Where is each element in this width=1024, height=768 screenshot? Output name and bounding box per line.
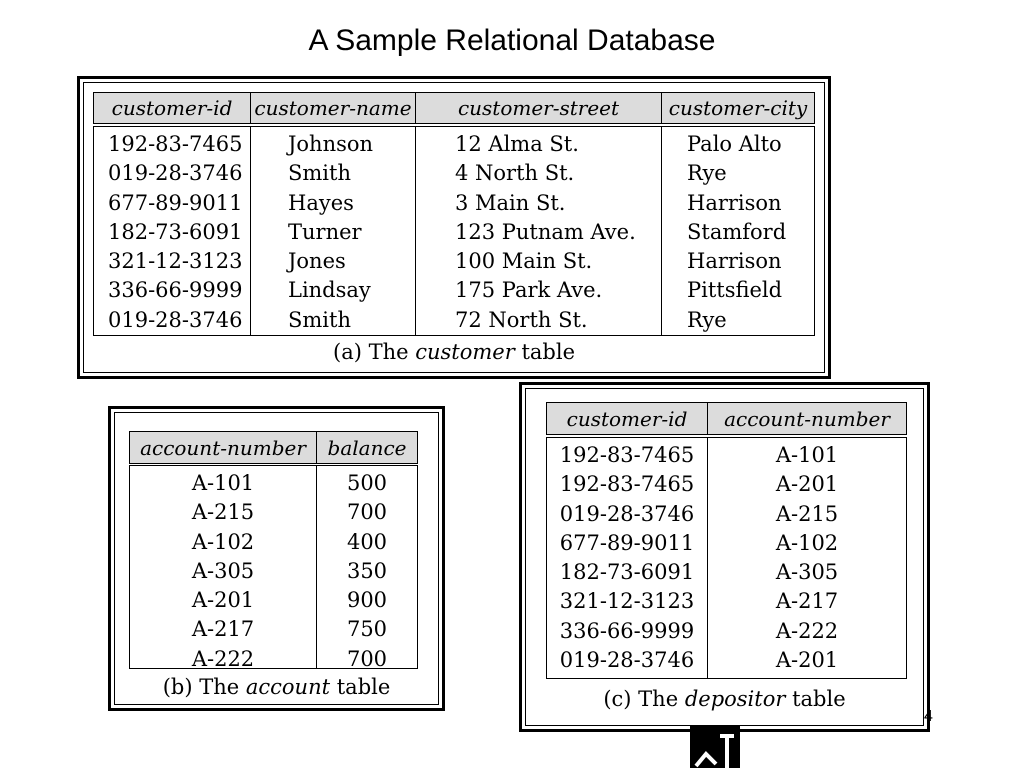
table-cell: A-222 <box>775 618 839 643</box>
table-cell: 336-66-9999 <box>559 618 695 643</box>
table-cell: 900 <box>346 588 388 613</box>
table-cell: 019-28-3746 <box>108 161 243 186</box>
header-customer-id: customer-id <box>94 93 251 123</box>
customer-table-header <box>93 92 815 124</box>
table-cell: A-215 <box>191 500 255 525</box>
account-table-body <box>129 465 418 669</box>
table-cell: Smith <box>288 161 351 186</box>
slide-title: A Sample Relational Database <box>308 24 716 57</box>
account-number-column <box>130 466 317 671</box>
table-cell: 192-83-7465 <box>559 443 695 467</box>
table-cell: Rye <box>687 307 727 332</box>
header-customer-street: customer-street <box>416 93 662 123</box>
table-cell: 4 North St. <box>455 161 575 186</box>
table-cell: Lindsay <box>288 278 371 303</box>
table-cell: 019-28-3746 <box>559 501 695 526</box>
table-cell: 019-28-3746 <box>559 648 695 673</box>
header-account-number: account-number <box>130 432 317 463</box>
header-customer-city: customer-city <box>668 96 808 120</box>
table-cell: Harrison <box>687 190 782 215</box>
table-cell: 700 <box>346 500 388 525</box>
table-cell: A-222 <box>191 646 255 671</box>
table-cell: A-201 <box>775 648 839 673</box>
customer-table-body <box>93 126 815 336</box>
account-table-frame <box>108 406 445 711</box>
customer-city-column <box>662 127 814 335</box>
table-cell: 12 Alma St. <box>455 132 579 156</box>
table-cell: A-217 <box>191 617 255 642</box>
table-cell: 750 <box>346 617 388 642</box>
table-cell: 019-28-3746 <box>108 307 243 332</box>
depositor-customer-id-column <box>547 438 708 678</box>
customer-name-column <box>251 127 416 335</box>
table-cell: Johnson <box>288 132 374 156</box>
publisher-logo-icon <box>690 726 740 768</box>
table-cell: 175 Park Ave. <box>455 278 603 303</box>
table-cell: 123 Putnam Ave. <box>455 219 636 244</box>
table-cell: 192-83-7465 <box>108 132 243 156</box>
depositor-table-caption: (c) The depositor table <box>603 687 846 711</box>
account-table-header <box>129 431 418 464</box>
table-cell: 677-89-9011 <box>108 190 243 215</box>
table-cell: 100 Main St. <box>455 249 593 274</box>
table-cell: 400 <box>346 529 388 554</box>
table-cell: Pittsfield <box>687 278 783 303</box>
customer-table-caption: (a) The customer table <box>333 340 575 364</box>
table-cell: 72 North St. <box>455 307 588 332</box>
table-cell: 321-12-3123 <box>108 249 243 274</box>
depositor-account-number-column <box>708 438 906 678</box>
table-cell: 350 <box>346 558 388 583</box>
table-cell: Turner <box>288 219 362 244</box>
table-cell: A-102 <box>191 529 255 554</box>
table-cell: Hayes <box>288 190 354 215</box>
table-cell: A-201 <box>775 472 839 497</box>
table-cell: 182-73-6091 <box>559 560 695 585</box>
table-cell: A-101 <box>775 443 839 467</box>
header-balance: balance <box>327 435 407 460</box>
table-cell: A-101 <box>191 471 255 495</box>
table-cell: 321-12-3123 <box>559 589 695 614</box>
table-cell: Smith <box>288 307 351 332</box>
table-cell: A-217 <box>775 589 839 614</box>
customer-table-frame <box>77 76 831 379</box>
table-cell: 192-83-7465 <box>559 472 695 497</box>
table-cell: A-215 <box>775 501 839 526</box>
depositor-table-body <box>546 437 907 679</box>
page-number: 4 <box>924 708 933 725</box>
table-cell: 336-66-9999 <box>108 278 243 303</box>
table-cell: Stamford <box>687 219 787 244</box>
table-cell: 182-73-6091 <box>108 219 243 244</box>
table-cell: A-102 <box>775 530 839 555</box>
header-depositor-customer-id: customer-id <box>547 403 708 434</box>
table-cell: 700 <box>346 646 388 671</box>
table-cell: Rye <box>687 161 727 186</box>
table-cell: A-305 <box>775 560 839 585</box>
account-table-caption: (b) The account table <box>162 675 391 699</box>
table-cell: 3 Main St. <box>455 190 566 215</box>
table-cell: 500 <box>346 471 388 495</box>
table-cell: Palo Alto <box>687 132 782 156</box>
table-cell: A-201 <box>191 588 255 613</box>
table-cell: 677-89-9011 <box>559 530 695 555</box>
table-cell: A-305 <box>191 558 255 583</box>
table-cell: Harrison <box>687 249 782 274</box>
customer-id-column <box>94 127 251 335</box>
header-customer-name: customer-name <box>251 93 416 123</box>
table-cell: Jones <box>288 249 346 274</box>
balance-column <box>317 466 417 671</box>
depositor-table-header <box>546 402 907 435</box>
depositor-table-frame <box>519 382 930 732</box>
customer-street-column <box>416 127 662 335</box>
header-depositor-account-number: account-number <box>724 406 890 431</box>
